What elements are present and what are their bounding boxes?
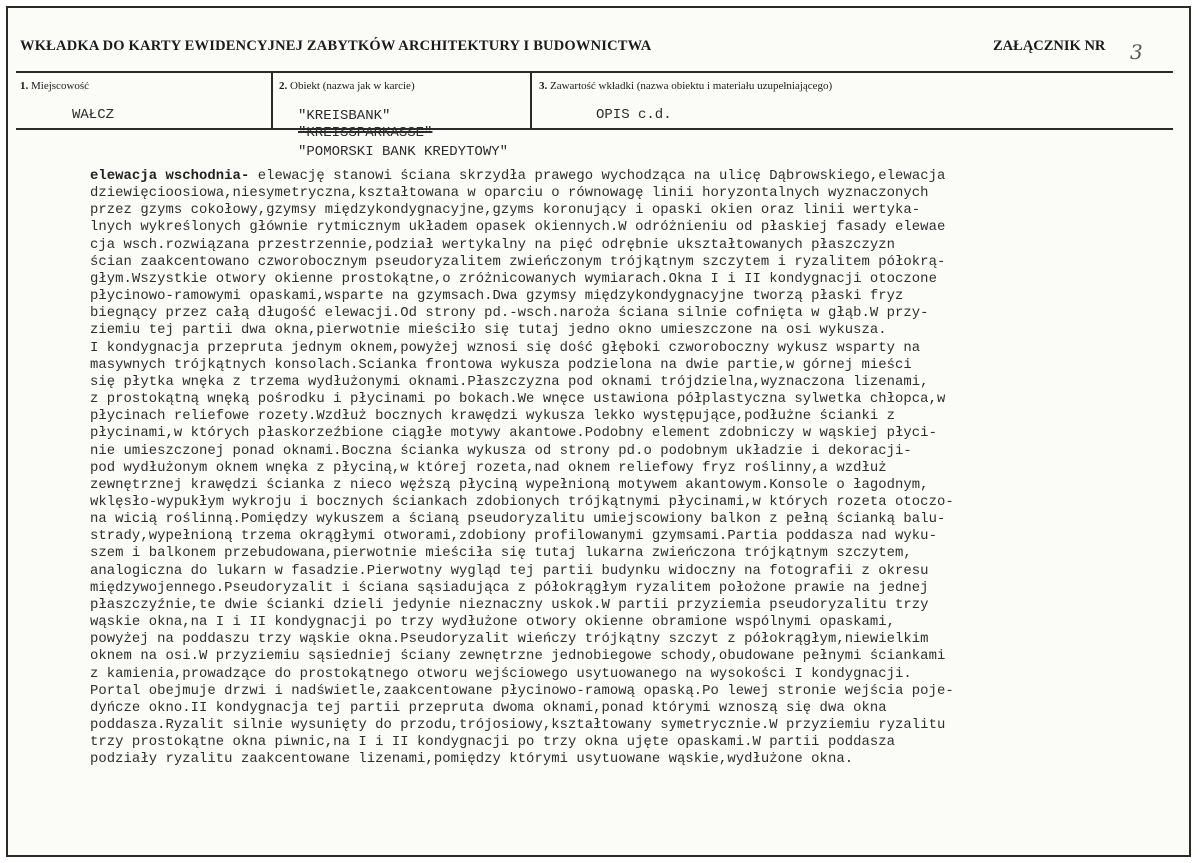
form-title: WKŁADKA DO KARTY EWIDENCYJNEJ ZABYTKÓW ARCHITEKTURY I BUDOWNICTWA <box>20 38 652 54</box>
locality-label-text: Miejscowość <box>31 80 90 92</box>
object-label-number: 2. <box>279 80 288 92</box>
description-line: nie umieszczonej ponad oknami.Boczna ścianka wykusza od strony pd.o podobnym układzie i dekoracji- <box>90 442 912 459</box>
description-line: ścian zaakcentowano czworobocznym pseudoryzalitem zwieńczonym trójkątnym szczytem i ryzalitem półokrą- <box>90 253 946 270</box>
description-line: wklęsło-wypukłym wykroju i bocznych ściankach zdobionych trójkątnymi płycinami,w których rozeta otoczo- <box>90 493 954 510</box>
object-name-3: "POMORSKI BANK KREDYTOWY" <box>298 144 509 160</box>
description-line: ziemiu tej partii dwa okna,pierwotnie mieściło się tutaj jedno okno umieszczone na osi wykusza. <box>90 322 887 339</box>
annex-label: ZAŁĄCZNIK NR <box>993 38 1106 54</box>
description-line: międzywojennego.Pseudoryzalit i ściana sąsiadująca z półokrągłym ryzalitem położone prawie na jednej <box>90 579 929 596</box>
description-first-line <box>90 168 1150 185</box>
description-line: na wicią roślinną.Pomiędzy wykuszem a ścianą pseudoryzalitu umiejscowiony balkon z pełną ścianką balu- <box>90 511 946 528</box>
description-lines <box>90 185 1150 768</box>
object-name-2-struck: "KREISSPARKASSE" <box>298 125 433 141</box>
description-line: szem i balkonem przebudowana,pierwotnie mieściła się tutaj lukarna zwieńczona trójkątnym szczytem, <box>90 545 912 562</box>
insert-value: OPIS c.d. <box>596 107 672 123</box>
object-name-1: "KREISBANK" <box>298 108 391 124</box>
locality-value: WAŁCZ <box>72 107 115 123</box>
description-line: lnych wykreślonych głównie rytmicznym układem opasek okiennych.W odróżnieniu od płaskiej fasady elewae <box>90 219 946 236</box>
description-line: biegnący przez całą długość elewacji.Od strony pd.-wsch.naroża ściana silnie cofnięta w głąb.W przy- <box>90 305 929 322</box>
description-line: cja wsch.rozwiązana przestrzennie,podział wertykalny na pięć odrębnie ukształtowanych płaszczyzn <box>90 236 896 253</box>
locality-label <box>20 80 89 92</box>
description-line: poddasza.Ryzalit silnie wysunięty do przodu,trójosiowy,kształtowany symetrycznie.W przyziemiu ryzalitu <box>90 717 946 733</box>
insert-label-text: Zawartość wkładki (nazwa obiektu i materiału uzupełniającego) <box>550 80 833 92</box>
description-line: strady,wypełnioną trzema okrągłymi otworami,zdobiony profilowanymi gzymsami.Partia poddasza nad wyku- <box>90 528 937 545</box>
description-line: płycinowo-ramowymi opaskami,wsparte na gzymsach.Dwa gzymsy międzykondygnacyjne tworzą płaski fryz <box>90 288 904 305</box>
header-divider <box>16 71 1173 73</box>
description-line: Portal obejmuje drzwi i nadświetle,zaakcentowane płycinowo-ramową opaską.Po lewej stronie wejścia poje- <box>90 682 954 699</box>
description-line: pod wydłużonym oknem wnęka z płyciną,w której rozeta,nad oknem reliefowy fryz roślinny,a wzdłuż <box>90 459 887 476</box>
description-line: dziewięcioosiowa,niesymetryczna,kształtowana w oparciu o równowagę linii horyzontalnych wyznaczonych <box>90 185 929 202</box>
field-separator-2 <box>530 73 532 130</box>
description-line: dyńcze okno.II kondygnacja tej partii przepruta dwoma oknami,ponad którymi wznoszą się dwa okna <box>90 699 887 716</box>
description-line: z prostokątną wnęką pośrodku i płycinami po bokach.We wnęce ustawiona półplastyczna sylwetka chłopca,w <box>90 391 946 408</box>
locality-label-number: 1. <box>20 80 29 92</box>
field-separator-1 <box>271 73 273 130</box>
description-line: się płytka wnęka z trzema wydłużonymi oknami.Płaszczyzna pod oknami trójdzielna,wyznaczona lizenami, <box>90 373 929 390</box>
object-label-text: Obiekt (nazwa jak w karcie) <box>290 80 415 92</box>
description-line: podziały ryzalitu zaakcentowane lizenami,pomiędzy którymi usytuowane wąskie,wydłużone okna. <box>90 751 854 768</box>
fields-divider <box>16 128 1173 130</box>
insert-label <box>539 80 832 92</box>
description-line: płycinami,w których płaskorzeźbione ciągłe motywy akantowe.Podobny element zdobniczy w wąskiej płyci- <box>90 425 937 442</box>
first-line-text: elewację stanowi ściana skrzydła prawego wychodząca na ulicę Dąbrowskiego,elewacja <box>249 168 946 184</box>
annex-number: 3 <box>1130 40 1143 64</box>
description-line: zewnętrznej krawędzi ścianka z nieco węższą płyciną wypełnioną motywem akantowym.Konsole o łagodnym, <box>90 476 929 493</box>
description-line: przez gzyms cokołowy,gzymsy międzykondygnacyjne,gzyms koronujący i opaski okien oraz linii wertyka- <box>90 202 921 219</box>
description-line: masywnych trójkątnych konsolach.Scianka frontowa wykusza podzielona na dwie partie,w górnej mieści <box>90 356 912 373</box>
description-line: trzy prostokątne okna piwnic,na I i II kondygnacji po trzy okna ujęte opaskami.W partii poddasza <box>90 734 896 751</box>
description-line: analogiczna do lukarn w fasadzie.Pierwotny wygląd tej partii budynku widoczny na fotografii z okresu <box>90 562 929 579</box>
description-body <box>90 168 1150 768</box>
description-line: głym.Wszystkie otwory okienne prostokątne,o zróżnicowanych wymiarach.Okna I i II kondygnacji otoczone <box>90 270 937 287</box>
description-line: I kondygnacja przeprutа jednym oknem,powyżej wznosi się dość głęboki czworoboczny wykusz wsparty na <box>90 339 921 356</box>
insert-label-number: 3. <box>539 80 548 92</box>
description-line: z kamienia,prowadzące do prostokątnego otworu wejściowego usytuowanego na wysokości I kondygnacji. <box>90 665 912 682</box>
description-line: oknem na osi.W przyziemiu sąsiedniej ściany zewnętrzne jednobiegowe schody,obudowane pełnymi ściankami <box>90 648 946 665</box>
description-line: powyżej na poddaszu trzy wąskie okna.Pseudoryzalit wieńczy trójkątny szczyt z półokrągłym,niewielkim <box>90 631 929 648</box>
description-line: płaszczyźnie,te dwie ścianki dzieli jedynie nieznaczny uskok.W partii przyziemia pseudoryzalitu trzy <box>90 596 929 613</box>
description-line: płycinach reliefowe rozety.Wzdłuż bocznych krawędzi wykusza lekko występujące,podłużne ścianki z <box>90 408 896 425</box>
section-lead: elewacja wschodnia- <box>90 168 250 184</box>
description-line: wąskie okna,na I i II kondygnacji po trzy wydłużone otwory okienne obramione wspólnymi opaskami, <box>90 614 896 631</box>
object-label <box>279 80 415 92</box>
